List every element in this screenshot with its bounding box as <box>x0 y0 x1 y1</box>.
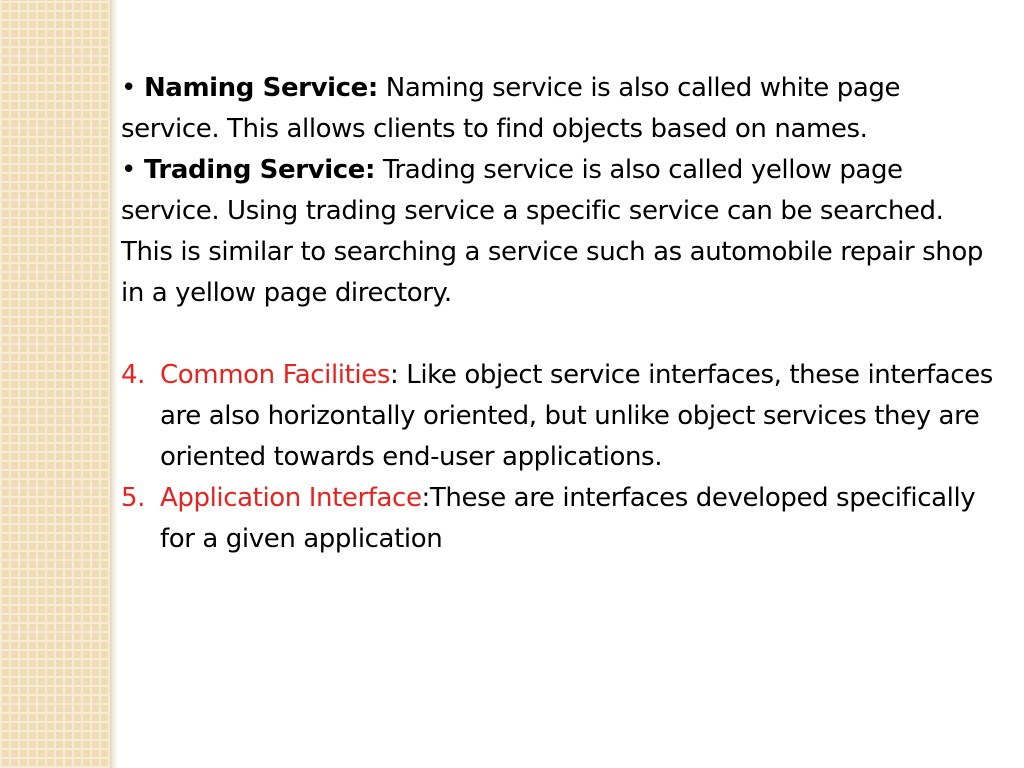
bullet-naming-service <box>121 68 1001 150</box>
numbered-item-common-facilities <box>121 355 1001 478</box>
naming-service-description: Naming service is also called white page service. This allows clients to find objects based on names. <box>121 73 901 144</box>
application-interface-description: These are interfaces developed specifically for a given application <box>160 483 976 554</box>
common-facilities-description: Like object service interfaces, these interfaces are also horizontally oriented, but unlike object services they are oriented towards end-user applications. <box>160 360 993 472</box>
term-separator: : <box>390 360 399 390</box>
item-number: 4. <box>121 360 146 390</box>
trading-service-description: Trading service is also called yellow page service. Using trading service a specific service can be searched. This is similar to searching a service such as automobile repair shop in a yellow page directory. <box>121 155 983 308</box>
side-pattern-shadow <box>110 0 118 768</box>
decorative-side-pattern <box>0 0 110 768</box>
bullet-dot-icon: • <box>121 155 136 185</box>
naming-service-term: Naming Service: <box>143 73 378 103</box>
term-separator: : <box>421 483 430 513</box>
common-facilities-term: Common Facilities <box>160 360 390 390</box>
item-number: 5. <box>121 483 146 513</box>
application-interface-term: Application Interface <box>160 483 422 513</box>
bullet-dot-icon: • <box>121 73 136 103</box>
slide-content <box>121 68 1001 560</box>
trading-service-term: Trading Service: <box>143 155 375 185</box>
bullet-trading-service <box>121 150 1001 314</box>
spacer <box>121 314 1001 355</box>
numbered-item-application-interface <box>121 478 1001 560</box>
